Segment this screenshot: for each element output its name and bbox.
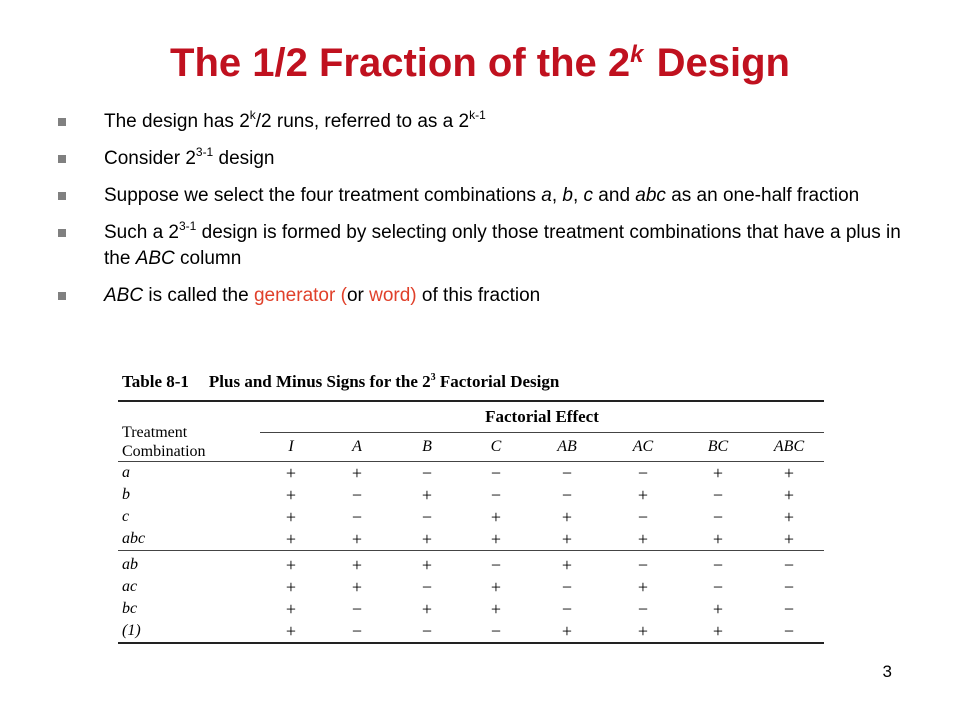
bullet-text: column [174, 248, 242, 269]
bullet-text: The design has 2 [104, 111, 250, 132]
sign-cell: + [351, 554, 363, 575]
bullet-text: Such a 2 [104, 222, 179, 243]
square-bullet-icon [58, 155, 66, 163]
table-row [118, 620, 824, 643]
sign-cell: + [490, 598, 502, 619]
sign-cell: − [462, 620, 530, 643]
square-bullet-icon [58, 118, 66, 126]
sign-cell: − [712, 506, 724, 527]
sign-cell: + [783, 506, 795, 527]
sign-cell: + [421, 528, 433, 549]
table-row [118, 528, 824, 551]
sign-cell: − [421, 576, 433, 597]
treatment-combination-cell: ab [122, 556, 138, 573]
table-row [118, 598, 824, 620]
sign-cell: − [322, 620, 392, 643]
sign-cell: + [490, 528, 502, 549]
sign-cell: + [561, 506, 573, 527]
table-row [118, 554, 824, 576]
sign-cell: − [561, 484, 573, 505]
table-row [118, 576, 824, 598]
treatment-combination-cell: bc [122, 600, 138, 617]
title-text: The 1/2 Fraction of the 2 [170, 41, 631, 85]
sign-cell: + [712, 528, 724, 549]
exponent: k [249, 108, 256, 122]
treatment-combination-cell: abc [122, 530, 146, 547]
treatment-combination-cell: (1) [118, 620, 260, 643]
sign-cell: − [754, 620, 824, 643]
treatment-combination-cell: c [122, 508, 130, 525]
sign-cell: + [637, 576, 649, 597]
sign-cell: + [637, 484, 649, 505]
bullet-text: , [572, 185, 584, 206]
header-line: Combination [122, 443, 206, 460]
caption-text: Factorial Design [435, 372, 560, 391]
effect-column-header: I [288, 438, 294, 455]
bullet-list [58, 109, 918, 320]
sign-cell: + [490, 506, 502, 527]
sign-cell: + [530, 620, 604, 643]
bullet-text: as an one-half fraction [665, 185, 860, 206]
bullet-text: , [551, 185, 563, 206]
bullet-text: design [213, 148, 275, 169]
sign-cell: − [637, 506, 649, 527]
bullet-item [58, 109, 918, 135]
caption-text: Plus and Minus Signs for the 2 [208, 372, 431, 391]
sign-cell: + [783, 484, 795, 505]
sign-cell: − [712, 484, 724, 505]
sign-cell: + [285, 462, 297, 483]
sign-cell: − [351, 506, 363, 527]
square-bullet-icon [58, 192, 66, 200]
bullet-text: of this fraction [416, 285, 541, 306]
sign-cell: + [285, 528, 297, 549]
bullet-item [58, 220, 918, 272]
sign-cell: − [351, 484, 363, 505]
sign-cell: + [712, 462, 724, 483]
sign-cell: + [421, 598, 433, 619]
sign-cell: − [561, 462, 573, 483]
exponent: 3-1 [195, 145, 214, 159]
sign-cell: − [490, 554, 502, 575]
sign-cell: + [285, 598, 297, 619]
exponent: k-1 [469, 108, 486, 122]
sign-cell: − [637, 462, 649, 483]
bullet-text: design is formed by selecting only those treatment combinations that have a plus in the [104, 222, 901, 269]
effect-column-header: C [490, 438, 502, 455]
sign-cell: + [490, 576, 502, 597]
treatment-combination-cell: a [122, 464, 130, 481]
treatment-combination-cell: b [122, 486, 130, 503]
bullet-text: or [346, 285, 370, 306]
sign-cell: − [783, 576, 795, 597]
sign-table-body [118, 462, 824, 644]
effect-column-header: AC [632, 438, 654, 455]
sign-cell: − [351, 598, 363, 619]
header-line: Treatment [122, 424, 188, 441]
square-bullet-icon [58, 229, 66, 237]
italic-term: a [541, 185, 552, 206]
square-bullet-icon [58, 292, 66, 300]
table-caption [122, 370, 824, 394]
sign-cell: + [637, 528, 649, 549]
bullet-text: Suppose we select the four treatment combinations [104, 185, 542, 206]
sign-cell: + [421, 484, 433, 505]
slide-title [0, 30, 960, 88]
sign-cell: − [561, 576, 573, 597]
sign-cell: − [392, 620, 462, 643]
sign-cell: − [783, 598, 795, 619]
bullet-item [58, 283, 918, 309]
bullet-text: is called the [143, 285, 254, 306]
sign-cell: + [682, 620, 754, 643]
sign-cell: − [421, 462, 433, 483]
sign-table [118, 400, 824, 644]
title-suffix: Design [645, 41, 790, 85]
effect-column-header: AB [557, 438, 577, 455]
sign-cell: + [561, 528, 573, 549]
treatment-combination-cell: ac [122, 578, 138, 595]
effect-column-header: B [422, 438, 432, 455]
bullet-text: and [593, 185, 636, 206]
factorial-table-figure [118, 370, 824, 644]
sign-cell: − [421, 506, 433, 527]
italic-term: c [583, 185, 594, 206]
highlight-word: word) [369, 285, 417, 306]
caption-exponent: 3 [430, 372, 436, 383]
title-exponent: k [630, 41, 644, 68]
effect-column-header: ABC [773, 438, 805, 455]
sign-cell: − [712, 576, 724, 597]
bullet-text: Consider 2 [104, 148, 196, 169]
sign-cell: + [783, 528, 795, 549]
bullet-text: /2 runs, referred to as a 2 [255, 111, 470, 132]
sign-cell: − [561, 598, 573, 619]
sign-cell: + [351, 528, 363, 549]
italic-term: b [562, 185, 573, 206]
sign-cell: + [421, 554, 433, 575]
table-row [118, 484, 824, 506]
sign-cell: + [561, 554, 573, 575]
sign-cell: + [260, 620, 322, 643]
sign-cell: + [351, 576, 363, 597]
sign-cell: + [285, 506, 297, 527]
italic-term: ABC [135, 248, 175, 269]
effect-column-header: BC [707, 438, 729, 455]
highlight-generator: generator ( [253, 285, 347, 306]
table-number: Table 8-1 [122, 372, 189, 391]
exponent: 3-1 [179, 219, 197, 233]
sign-cell: − [490, 484, 502, 505]
sign-cell: − [637, 554, 649, 575]
sign-cell: + [285, 554, 297, 575]
sign-cell: − [637, 598, 649, 619]
sign-cell: − [490, 462, 502, 483]
sign-cell: + [285, 484, 297, 505]
sign-cell: + [712, 598, 724, 619]
italic-term: abc [635, 185, 666, 206]
table-row [118, 462, 824, 485]
sign-cell: + [351, 462, 363, 483]
factorial-effect-header: Factorial Effect [260, 401, 824, 433]
bullet-item [58, 146, 918, 172]
table-row [118, 506, 824, 528]
bullet-item [58, 183, 918, 209]
effect-column-header: A [352, 438, 362, 455]
sign-cell: + [783, 462, 795, 483]
sign-cell: − [712, 554, 724, 575]
sign-cell: + [285, 576, 297, 597]
page-number: 3 [882, 662, 892, 681]
sign-cell: − [783, 554, 795, 575]
sign-cell: + [604, 620, 682, 643]
treatment-combination-header [118, 401, 260, 462]
italic-term: ABC [104, 285, 144, 306]
